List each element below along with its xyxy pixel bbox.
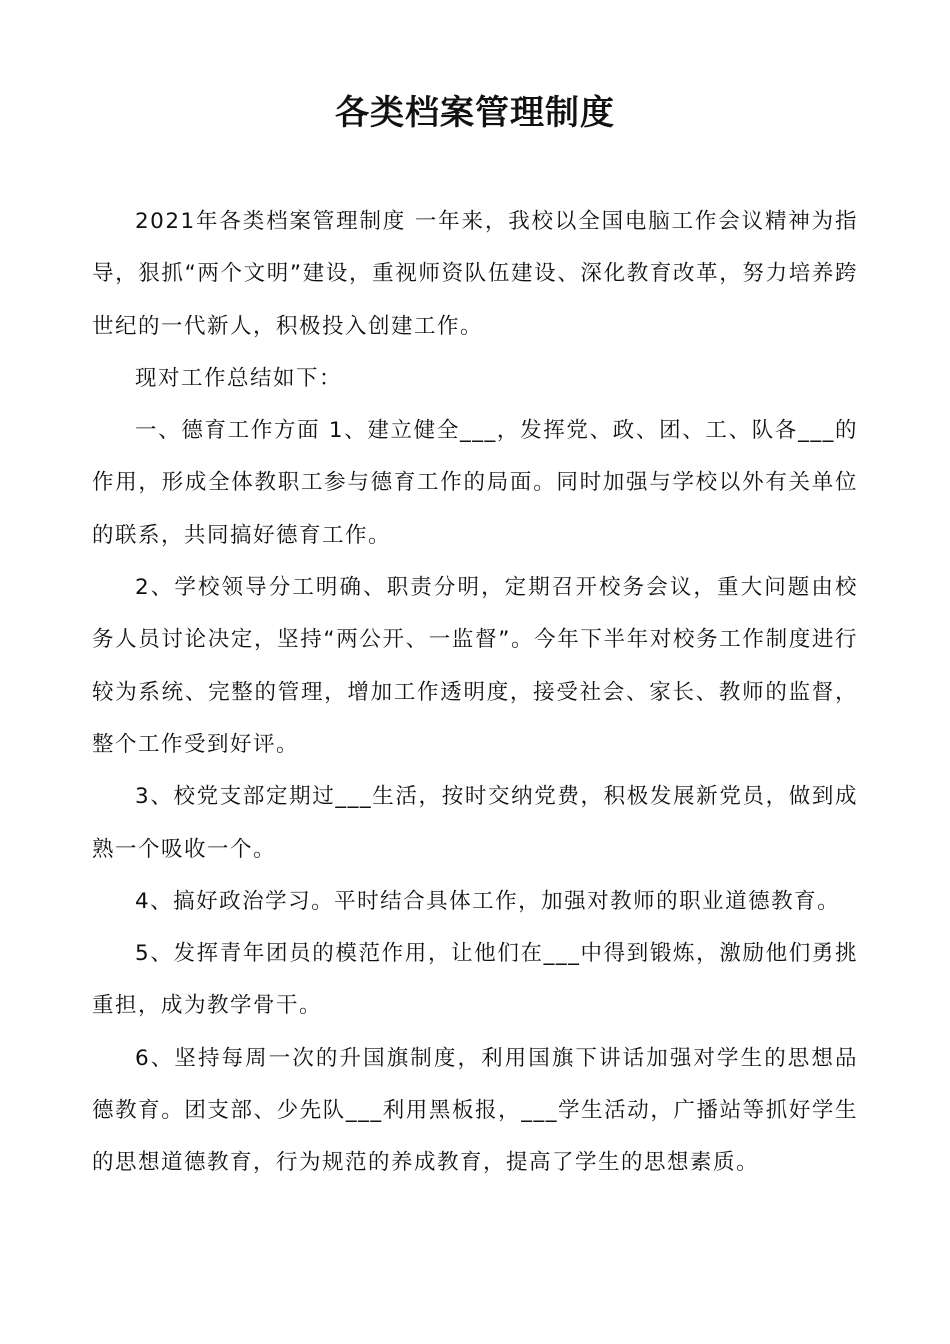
paragraph-summary-lead: 现对工作总结如下： [135, 365, 343, 391]
document-body [92, 196, 858, 1190]
paragraph-item-5: 5、发挥青年团员的模范作用，让他们在___中得到锻炼，激励他们勇挑重担，成为教学骨干。 [92, 941, 858, 1019]
paragraph-item-4: 4、搞好政治学习。平时结合具体工作，加强对教师的职业道德教育。 [135, 888, 841, 914]
paragraph-item-2: 2、学校领导分工明确、职责分明，定期召开校务会议，重大问题由校务人员讨论决定，坚持“两公开、一监督”。今年下半年对校务工作制度进行较为系统、完整的管理，增加工作透明度，接受社会、家长、教师的监督，整个工作受到好评。 [92, 575, 858, 757]
paragraph-item-1: 一、德育工作方面 1、建立健全___，发挥党、政、团、工、队各___的作用，形成全体教职工参与德育工作的局面。同时加强与学校以外有关单位的联系，共同搞好德育工作。 [92, 418, 858, 548]
paragraph-item-6: 6、坚持每周一次的升国旗制度，利用国旗下讲话加强对学生的思想品德教育。团支部、少先队___利用黑板报，___学生活动，广播站等抓好学生的思想道德教育，行为规范的养成教育，提高了学生的思想素质。 [92, 1045, 858, 1176]
document-title: 各类档案管理制度 [335, 93, 615, 133]
paragraph-item-3: 3、校党支部定期过___生活，按时交纳党费，积极发展新党员，做到成熟一个吸收一个。 [92, 784, 858, 862]
paragraph-intro: 2021年各类档案管理制度 一年来，我校以全国电脑工作会议精神为指导，狠抓“两个文明”建设，重视师资队伍建设、深化教育改革，努力培养跨世纪的一代新人，积极投入创建工作。 [92, 209, 858, 339]
